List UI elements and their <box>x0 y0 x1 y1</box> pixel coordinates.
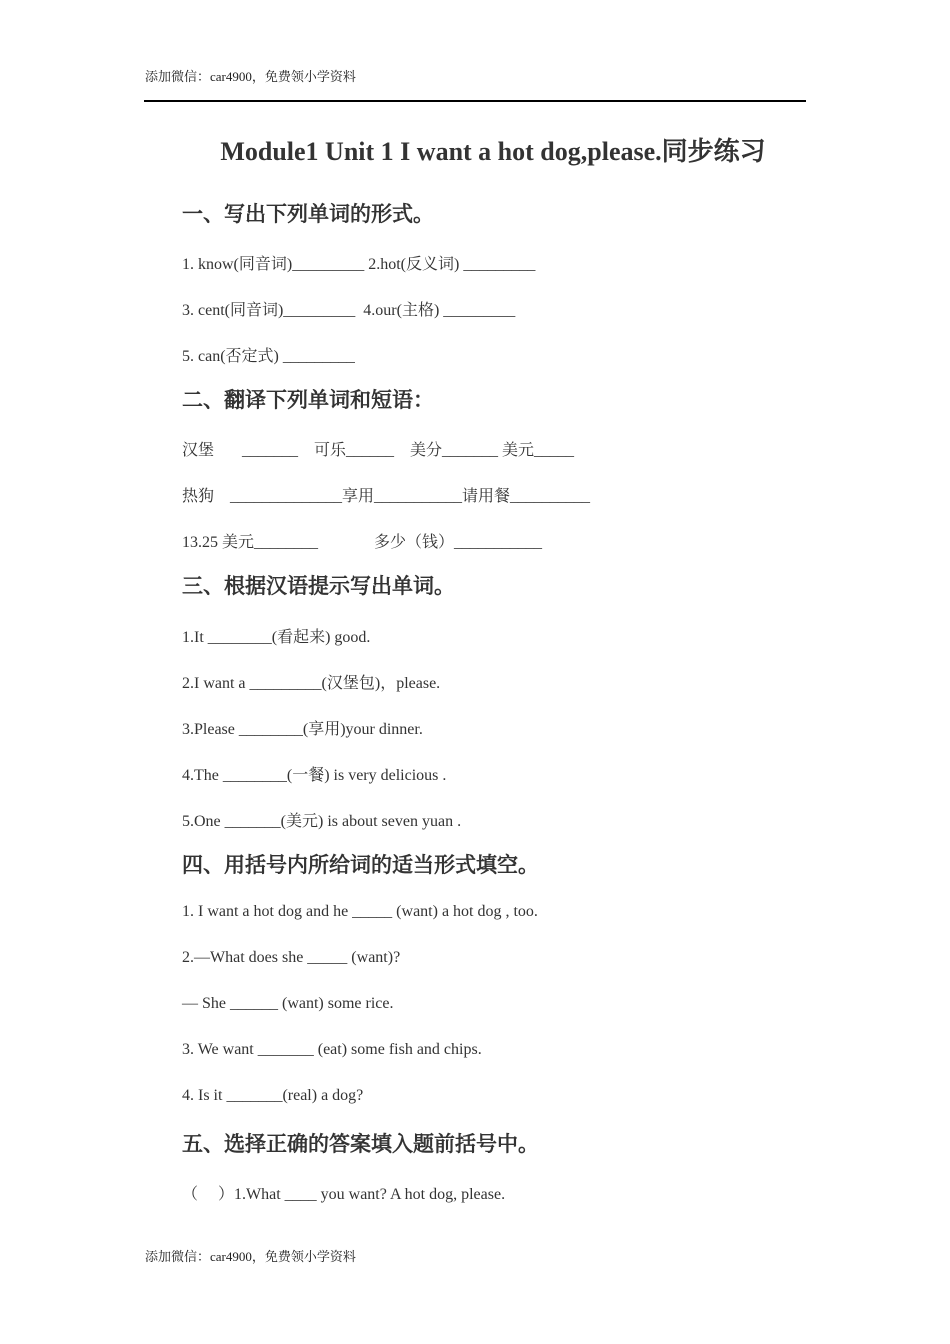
section-3-heading: 三、根据汉语提示写出单词。 <box>182 574 455 598</box>
section-2-line-2: 热狗 ______________享用___________请用餐__________ <box>182 488 591 505</box>
header-divider <box>144 100 806 102</box>
section-5-heading: 五、选择正确的答案填入题前括号中。 <box>182 1132 539 1156</box>
section-4-line-4: 3. We want _______ (eat) some fish and chips. <box>182 1041 482 1058</box>
section-2-line-3: 13.25 美元________ 多少（钱）___________ <box>182 534 543 551</box>
section-1-line-1: 1. know(同音词)_________ 2.hot(反义词) _________ <box>182 256 536 273</box>
section-4-heading: 四、用括号内所给词的适当形式填空。 <box>182 853 539 877</box>
section-2-heading: 二、翻译下列单词和短语： <box>182 388 434 412</box>
header-note: 添加微信：car4900，免费领小学资料 <box>145 69 356 84</box>
section-3-line-3: 3.Please ________(享用)your dinner. <box>182 721 423 738</box>
section-3-line-1: 1.It ________(看起来) good. <box>182 629 371 646</box>
section-3-line-2: 2.I want a _________(汉堡包)，please. <box>182 675 441 692</box>
section-4-line-3: — She ______ (want) some rice. <box>182 995 394 1012</box>
section-1-heading: 一、写出下列单词的形式。 <box>182 202 434 226</box>
section-4-line-2: 2.—What does she _____ (want)? <box>182 949 401 966</box>
section-5-line-1: （ ）1.What ____ you want? A hot dog, please. <box>182 1186 506 1203</box>
footer-note: 添加微信：car4900，免费领小学资料 <box>145 1249 356 1264</box>
section-4-line-5: 4. Is it _______(real) a dog? <box>182 1087 364 1104</box>
section-1-line-3: 5. can(否定式) _________ <box>182 348 355 365</box>
section-3-line-4: 4.The ________(一餐) is very delicious . <box>182 767 447 784</box>
page-title: Module1 Unit 1 I want a hot dog,please.同步练习 <box>220 137 766 166</box>
section-1-line-2: 3. cent(同音词)_________ 4.our(主格) _________ <box>182 302 516 319</box>
section-4-line-1: 1. I want a hot dog and he _____ (want) a hot dog , too. <box>182 903 538 920</box>
section-3-line-5: 5.One _______(美元) is about seven yuan . <box>182 813 462 830</box>
section-2-line-1: 汉堡 _______ 可乐______ 美分_______ 美元_____ <box>182 442 575 459</box>
